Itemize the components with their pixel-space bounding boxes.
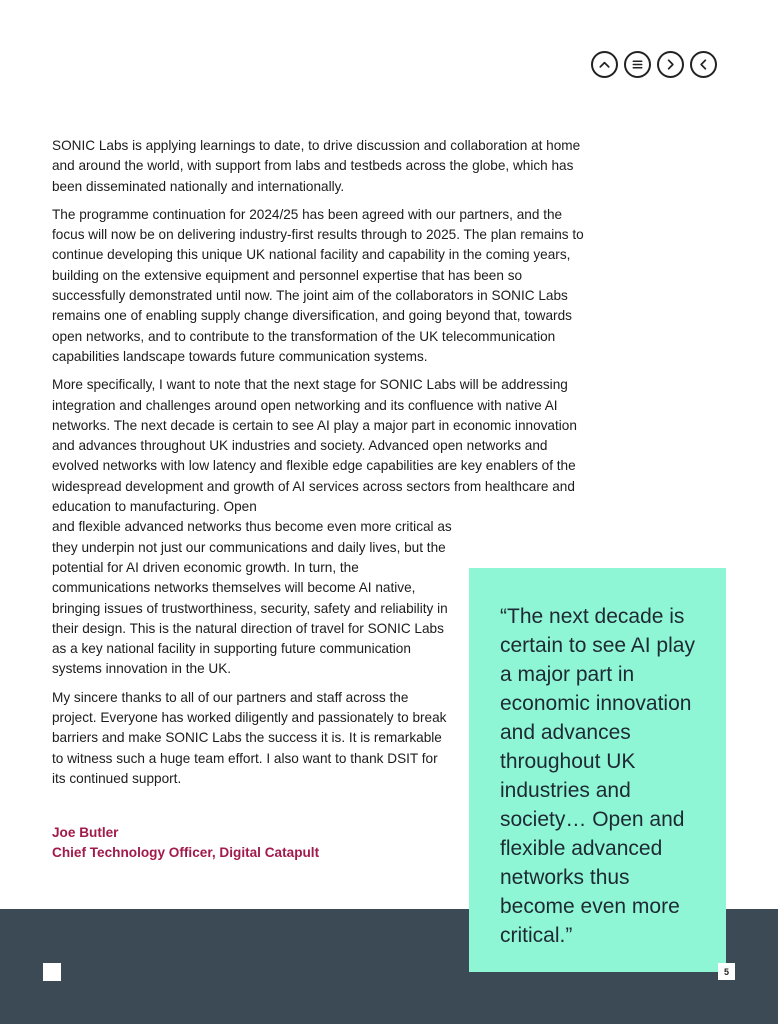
menu-icon [630, 57, 645, 72]
scroll-up-button[interactable] [591, 51, 618, 78]
paragraph-3-part-2: and flexible advanced networks thus become even more critical as they underpin not just our communications and daily lives, but the potential for AI driven economic growth. In turn, the communications networks themselves will become AI native, bringing issues of trustworthiness, security, safety and reliability in their design. This is the natural direction of travel for SONIC Labs as a key national facility in supporting future communication systems innovation in the UK. [52, 519, 452, 677]
pull-quote-text: “The next decade is certain to see AI play a major part in economic innovation and advances throughout UK industries and society… Open and flexible advanced networks thus become even more critical.” [500, 605, 695, 947]
paragraph-1: SONIC Labs is applying learnings to date, to drive discussion and collaboration at home and around the world, with support from labs and testbeds across the globe, which has been disseminated nationally and internationally. [52, 138, 581, 194]
chevron-up-icon [597, 57, 612, 72]
menu-button[interactable] [624, 51, 651, 78]
page-navigation [591, 51, 717, 78]
paragraph-4: My sincere thanks to all of our partners and staff across the project. Everyone has worked diligently and passionately to break barriers and make SONIC Labs the success it is. It is remarkable to witness such a huge team effort. I also want to thank DSIT for its continued support. [52, 689, 447, 786]
paragraph-3-part-1: More specifically, I want to note that the next stage for SONIC Labs will be addressing integration and challenges around open networking and its confluence with native AI networks. The next decade is certain to see AI play a major part in economic innovation and advances throughout UK industries and society. Advanced open networks and evolved networks with low latency and flexible edge capabilities are key enablers of the widespread development and growth of AI services across sectors from healthcare and education to manufacturing. Open [52, 377, 577, 515]
paragraph-2: The programme continuation for 2024/25 has been agreed with our partners, and the focus will now be on delivering industry-first results through to 2025. The plan remains to continue developing this unique UK national facility and capability in the coming years, building on the extensive equipment and personnel expertise that has been so successfully demonstrated until now. The joint aim of the collaborators in SONIC Labs remains one of enabling supply change diversification, and going beyond that, towards open networks, and to contribute to the transformation of the UK telecommunication capabilities landscape towards future communication systems. [52, 206, 584, 364]
page-number: 5 [718, 963, 735, 980]
next-page-button[interactable] [657, 51, 684, 78]
chevron-left-icon [696, 57, 711, 72]
signature-title: Chief Technology Officer, Digital Catapult [52, 845, 320, 861]
pull-quote [469, 568, 726, 972]
signature-name: Joe Butler [52, 825, 119, 840]
previous-page-button[interactable] [690, 51, 717, 78]
footer-square-icon [43, 963, 61, 981]
chevron-right-icon [663, 57, 678, 72]
signature [52, 823, 319, 864]
